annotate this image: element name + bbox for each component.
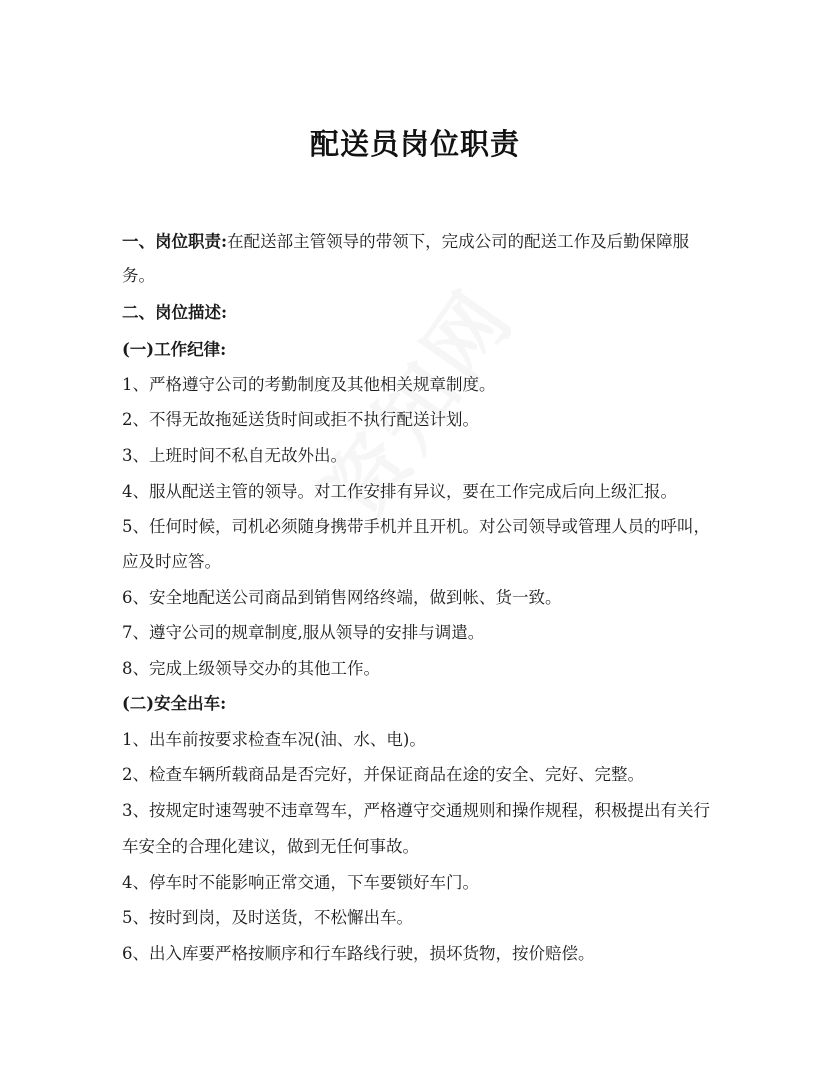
sub1-item-6: 6、安全地配送公司商品到销售网络终端，做到帐、货一致。 xyxy=(122,588,562,607)
sub2-item-1: 1、出车前按要求检查车况(油、水、电)。 xyxy=(122,730,426,749)
section1-line1 xyxy=(122,231,689,253)
sub2-item-2: 2、检查车辆所载商品是否完好，并保证商品在途的安全、完好、完整。 xyxy=(122,765,644,784)
sub1-item-5-cont: 应及时应答。 xyxy=(122,552,221,571)
section1-heading: 一、岗位职责: xyxy=(122,232,228,251)
page-title: 配送员岗位职责 xyxy=(309,127,520,161)
sub1-item-4: 4、服从配送主管的领导。对工作安排有异议，要在工作完成后向上级汇报。 xyxy=(122,482,677,501)
sub1-item-3: 3、上班时间不私自无故外出。 xyxy=(122,446,347,465)
section1-line2: 务。 xyxy=(122,266,155,285)
section2-heading: 二、岗位描述: xyxy=(122,303,228,322)
sub2-item-5: 5、按时到岗，及时送货，不松懈出车。 xyxy=(122,908,413,927)
sub2-item-4: 4、停车时不能影响正常交通，下车要锁好车门。 xyxy=(122,873,479,892)
sub1-item-7: 7、遵守公司的规章制度,服从领导的安排与调遣。 xyxy=(122,623,485,642)
sub1-item-1: 1、严格遵守公司的考勤制度及其他相关规章制度。 xyxy=(122,375,496,394)
sub1-heading: (一)工作纪律: xyxy=(122,340,227,359)
sub1-item-8: 8、完成上级领导交办的其他工作。 xyxy=(122,659,380,678)
sub2-item-3: 3、按规定时速驾驶不违章驾车，严格遵守交通规则和操作规程，积极提出有关行 xyxy=(122,801,710,820)
sub2-item-6: 6、出入库要严格按顺序和行车路线行驶，损坏货物，按价赔偿。 xyxy=(122,944,595,963)
section1-text: 在配送部主管领导的带领下，完成公司的配送工作及后勤保障服 xyxy=(227,232,690,251)
sub1-item-5: 5、任何时候，司机必须随身携带手机并且开机。对公司领导或管理人员的呼叫， xyxy=(122,517,710,536)
sub1-item-2: 2、不得无故拖延送货时间或拒不执行配送计划。 xyxy=(122,410,479,429)
sub2-heading: (二)安全出车: xyxy=(122,694,227,713)
sub2-item-3-cont: 车安全的合理化建议，做到无任何事故。 xyxy=(122,837,419,856)
